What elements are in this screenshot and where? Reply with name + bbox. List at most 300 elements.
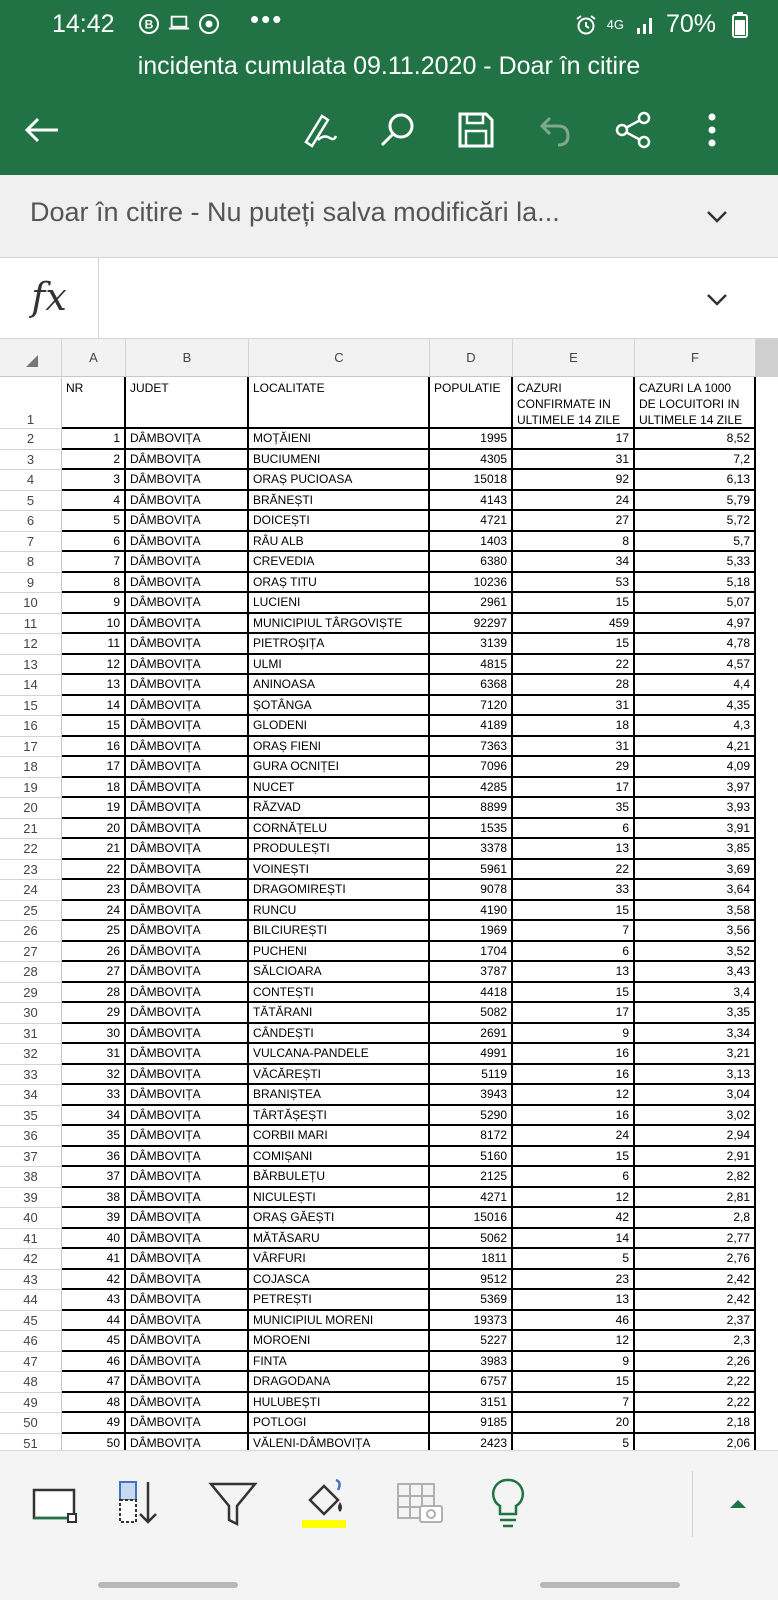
filter-icon[interactable] <box>205 1476 261 1532</box>
cell-judet[interactable]: DÂMBOVIȚA <box>126 696 249 717</box>
cell-judet[interactable]: DÂMBOVIȚA <box>126 880 249 901</box>
cell-nr[interactable]: 33 <box>62 1085 126 1106</box>
cell-localitate[interactable]: GURA OCNIȚEI <box>249 757 430 778</box>
cell-cazuri-1000[interactable]: 2,94 <box>635 1126 756 1147</box>
cell-cazuri-1000[interactable]: 4,21 <box>635 737 756 758</box>
cell-nr[interactable]: 13 <box>62 675 126 696</box>
cell-judet[interactable]: DÂMBOVIȚA <box>126 470 249 491</box>
cell-populatie[interactable]: 10236 <box>430 573 513 594</box>
cell-cazuri-1000[interactable]: 3,58 <box>635 901 756 922</box>
cell-populatie[interactable]: 1811 <box>430 1249 513 1270</box>
row-header[interactable]: 39 <box>0 1188 62 1209</box>
cell-judet[interactable]: DÂMBOVIȚA <box>126 778 249 799</box>
cell-localitate[interactable]: VĂLENI-DÂMBOVIȚA <box>249 1434 430 1455</box>
row-header[interactable]: 12 <box>0 634 62 655</box>
cell-cazuri-1000[interactable]: 2,77 <box>635 1229 756 1250</box>
cell-judet[interactable]: DÂMBOVIȚA <box>126 593 249 614</box>
cell-cazuri-1000[interactable]: 3,13 <box>635 1065 756 1086</box>
cell-cazuri-1000[interactable]: 5,18 <box>635 573 756 594</box>
cell-cazuri[interactable]: 29 <box>513 757 635 778</box>
cell-cazuri[interactable]: 92 <box>513 470 635 491</box>
cell-judet[interactable]: DÂMBOVIȚA <box>126 901 249 922</box>
cell-localitate[interactable]: COMIȘANI <box>249 1147 430 1168</box>
row-header[interactable]: 6 <box>0 511 62 532</box>
cell-cazuri-1000[interactable]: 5,7 <box>635 532 756 553</box>
cell-populatie[interactable]: 4143 <box>430 491 513 512</box>
fill-color-icon[interactable] <box>298 1476 354 1532</box>
back-arrow-icon[interactable] <box>22 110 62 150</box>
cell-judet[interactable]: DÂMBOVIȚA <box>126 1188 249 1209</box>
cell-localitate[interactable]: ȘOTÂNGA <box>249 696 430 717</box>
cell-cazuri[interactable]: 16 <box>513 1106 635 1127</box>
cell-cazuri-1000[interactable]: 3,02 <box>635 1106 756 1127</box>
cell-cazuri[interactable]: 7 <box>513 1393 635 1414</box>
cell-localitate[interactable]: GLODENI <box>249 716 430 737</box>
row-header[interactable]: 10 <box>0 593 62 614</box>
cell-cazuri[interactable]: 13 <box>513 839 635 860</box>
formula-bar[interactable] <box>0 257 778 339</box>
cell-cazuri[interactable]: 23 <box>513 1270 635 1291</box>
cell-populatie[interactable]: 1403 <box>430 532 513 553</box>
cell-cazuri[interactable]: 16 <box>513 1065 635 1086</box>
row-header[interactable]: 18 <box>0 757 62 778</box>
cell-nr[interactable]: 45 <box>62 1331 126 1352</box>
cell-cazuri[interactable]: 8 <box>513 532 635 553</box>
cell-judet[interactable]: DÂMBOVIȚA <box>126 798 249 819</box>
row-header[interactable]: 4 <box>0 470 62 491</box>
row-header[interactable]: 43 <box>0 1270 62 1291</box>
header-cell-cazuri-1000[interactable]: CAZURI LA 1000 DE LOCUITORI IN ULTIMELE 14 ZILE <box>635 377 756 429</box>
cell-judet[interactable]: DÂMBOVIȚA <box>126 1393 249 1414</box>
cell-cazuri-1000[interactable]: 2,37 <box>635 1311 756 1332</box>
row-header[interactable]: 41 <box>0 1229 62 1250</box>
cell-judet[interactable]: DÂMBOVIȚA <box>126 1270 249 1291</box>
cell-populatie[interactable]: 5290 <box>430 1106 513 1127</box>
cell-cazuri-1000[interactable]: 2,91 <box>635 1147 756 1168</box>
cell-cazuri-1000[interactable]: 2,26 <box>635 1352 756 1373</box>
cell-populatie[interactable]: 1995 <box>430 429 513 450</box>
cell-cazuri-1000[interactable]: 3,91 <box>635 819 756 840</box>
cell-cazuri-1000[interactable]: 2,06 <box>635 1434 756 1455</box>
cell-judet[interactable]: DÂMBOVIȚA <box>126 614 249 635</box>
cell-cazuri[interactable]: 53 <box>513 573 635 594</box>
cell-cazuri[interactable]: 33 <box>513 880 635 901</box>
cell-nr[interactable]: 46 <box>62 1352 126 1373</box>
row-header[interactable]: 5 <box>0 491 62 512</box>
cell-localitate[interactable]: RUNCU <box>249 901 430 922</box>
cell-cazuri-1000[interactable]: 2,76 <box>635 1249 756 1270</box>
cell-cazuri-1000[interactable]: 7,2 <box>635 450 756 471</box>
cell-cazuri[interactable]: 28 <box>513 675 635 696</box>
cell-cazuri-1000[interactable]: 3,69 <box>635 860 756 881</box>
cell-localitate[interactable]: MUNICIPIUL MORENI <box>249 1311 430 1332</box>
cell-localitate[interactable]: MOROENI <box>249 1331 430 1352</box>
cell-cazuri-1000[interactable]: 4,97 <box>635 614 756 635</box>
cell-nr[interactable]: 1 <box>62 429 126 450</box>
cell-nr[interactable]: 47 <box>62 1372 126 1393</box>
cell-cazuri[interactable]: 31 <box>513 737 635 758</box>
format-table-icon[interactable] <box>392 1476 448 1532</box>
cell-localitate[interactable]: ORAȘ PUCIOASA <box>249 470 430 491</box>
cell-nr[interactable]: 6 <box>62 532 126 553</box>
cell-cazuri[interactable]: 12 <box>513 1188 635 1209</box>
cell-populatie[interactable]: 6380 <box>430 552 513 573</box>
cell-localitate[interactable]: DRAGODANA <box>249 1372 430 1393</box>
cell-cazuri-1000[interactable]: 2,42 <box>635 1270 756 1291</box>
cell-judet[interactable]: DÂMBOVIȚA <box>126 532 249 553</box>
cell-localitate[interactable]: BILCIUREȘTI <box>249 921 430 942</box>
cell-populatie[interactable]: 4189 <box>430 716 513 737</box>
column-header-a[interactable]: A <box>62 339 126 377</box>
cell-localitate[interactable]: POTLOGI <box>249 1413 430 1434</box>
cell-cazuri-1000[interactable]: 5,33 <box>635 552 756 573</box>
cell-populatie[interactable]: 3151 <box>430 1393 513 1414</box>
chevron-down-icon[interactable] <box>704 203 730 229</box>
pen-icon[interactable] <box>298 110 338 150</box>
cell-populatie[interactable]: 15016 <box>430 1208 513 1229</box>
cell-populatie[interactable]: 5160 <box>430 1147 513 1168</box>
cell-populatie[interactable]: 3983 <box>430 1352 513 1373</box>
cell-cazuri[interactable]: 459 <box>513 614 635 635</box>
cell-populatie[interactable]: 9185 <box>430 1413 513 1434</box>
cell-localitate[interactable]: CREVEDIA <box>249 552 430 573</box>
cell-judet[interactable]: DÂMBOVIȚA <box>126 921 249 942</box>
row-header[interactable]: 11 <box>0 614 62 635</box>
cell-localitate[interactable]: MĂTĂSARU <box>249 1229 430 1250</box>
cell-judet[interactable]: DÂMBOVIȚA <box>126 1065 249 1086</box>
cell-cazuri-1000[interactable]: 3,93 <box>635 798 756 819</box>
sort-icon[interactable] <box>112 1476 168 1532</box>
cell-judet[interactable]: DÂMBOVIȚA <box>126 1024 249 1045</box>
cell-cazuri-1000[interactable]: 3,52 <box>635 942 756 963</box>
cell-cazuri-1000[interactable]: 3,34 <box>635 1024 756 1045</box>
cell-cazuri[interactable]: 20 <box>513 1413 635 1434</box>
cell-localitate[interactable]: PRODULEȘTI <box>249 839 430 860</box>
cell-cazuri[interactable]: 12 <box>513 1085 635 1106</box>
cell-localitate[interactable]: VĂCĂREȘTI <box>249 1065 430 1086</box>
row-header[interactable]: 51 <box>0 1434 62 1455</box>
cell-populatie[interactable]: 5062 <box>430 1229 513 1250</box>
cell-nr[interactable]: 11 <box>62 634 126 655</box>
cell-judet[interactable]: DÂMBOVIȚA <box>126 1044 249 1065</box>
cell-cazuri[interactable]: 42 <box>513 1208 635 1229</box>
cell-cazuri-1000[interactable]: 2,22 <box>635 1393 756 1414</box>
cell-cazuri-1000[interactable]: 3,21 <box>635 1044 756 1065</box>
cell-localitate[interactable]: ORAȘ GĂEȘTI <box>249 1208 430 1229</box>
row-header[interactable]: 3 <box>0 450 62 471</box>
cell-cazuri-1000[interactable]: 4,3 <box>635 716 756 737</box>
cell-localitate[interactable]: ORAȘ FIENI <box>249 737 430 758</box>
cell-populatie[interactable]: 2125 <box>430 1167 513 1188</box>
cell-cazuri[interactable]: 27 <box>513 511 635 532</box>
cell-judet[interactable]: DÂMBOVIȚA <box>126 1167 249 1188</box>
cell-nr[interactable]: 34 <box>62 1106 126 1127</box>
cell-cazuri[interactable]: 24 <box>513 491 635 512</box>
cell-populatie[interactable]: 8172 <box>430 1126 513 1147</box>
cell-cazuri[interactable]: 16 <box>513 1044 635 1065</box>
cell-localitate[interactable]: BUCIUMENI <box>249 450 430 471</box>
cell-judet[interactable]: DÂMBOVIȚA <box>126 1085 249 1106</box>
cell-cazuri[interactable]: 34 <box>513 552 635 573</box>
cell-cazuri[interactable]: 46 <box>513 1311 635 1332</box>
row-header[interactable]: 27 <box>0 942 62 963</box>
cell-cazuri-1000[interactable]: 3,43 <box>635 962 756 983</box>
cell-localitate[interactable]: CONTEȘTI <box>249 983 430 1004</box>
cell-cazuri[interactable]: 6 <box>513 819 635 840</box>
cell-localitate[interactable]: NUCET <box>249 778 430 799</box>
cell-judet[interactable]: DÂMBOVIȚA <box>126 819 249 840</box>
save-icon[interactable] <box>456 110 496 150</box>
cell-populatie[interactable]: 9512 <box>430 1270 513 1291</box>
cell-nr[interactable]: 39 <box>62 1208 126 1229</box>
column-header-f[interactable]: F <box>635 339 756 377</box>
cell-cazuri-1000[interactable]: 5,79 <box>635 491 756 512</box>
cell-cazuri-1000[interactable]: 3,4 <box>635 983 756 1004</box>
column-header-c[interactable]: C <box>249 339 430 377</box>
cell-populatie[interactable]: 5082 <box>430 1003 513 1024</box>
cell-judet[interactable]: DÂMBOVIȚA <box>126 942 249 963</box>
cell-localitate[interactable]: BĂRBULEȚU <box>249 1167 430 1188</box>
column-header-d[interactable]: D <box>430 339 513 377</box>
cell-populatie[interactable]: 19373 <box>430 1311 513 1332</box>
cell-populatie[interactable]: 1535 <box>430 819 513 840</box>
cell-localitate[interactable]: ULMI <box>249 655 430 676</box>
row-header[interactable]: 33 <box>0 1065 62 1086</box>
cell-localitate[interactable]: PETREȘTI <box>249 1290 430 1311</box>
cell-nr[interactable]: 32 <box>62 1065 126 1086</box>
cell-cazuri-1000[interactable]: 2,82 <box>635 1167 756 1188</box>
cell-judet[interactable]: DÂMBOVIȚA <box>126 839 249 860</box>
cell-localitate[interactable]: COJASCA <box>249 1270 430 1291</box>
cell-populatie[interactable]: 7120 <box>430 696 513 717</box>
cell-localitate[interactable]: FINTA <box>249 1352 430 1373</box>
cell-cazuri[interactable]: 22 <box>513 655 635 676</box>
cell-judet[interactable]: DÂMBOVIȚA <box>126 860 249 881</box>
cell-judet[interactable]: DÂMBOVIȚA <box>126 1106 249 1127</box>
cell-localitate[interactable]: CORNĂȚELU <box>249 819 430 840</box>
cell-judet[interactable]: DÂMBOVIȚA <box>126 1290 249 1311</box>
cell-nr[interactable]: 21 <box>62 839 126 860</box>
row-header[interactable]: 29 <box>0 983 62 1004</box>
cell-judet[interactable]: DÂMBOVIȚA <box>126 1413 249 1434</box>
cell-cazuri-1000[interactable]: 6,13 <box>635 470 756 491</box>
cell-cazuri[interactable]: 18 <box>513 716 635 737</box>
cell-localitate[interactable]: VOINEȘTI <box>249 860 430 881</box>
row-header[interactable]: 7 <box>0 532 62 553</box>
row-header[interactable]: 23 <box>0 860 62 881</box>
row-header[interactable]: 24 <box>0 880 62 901</box>
cell-populatie[interactable]: 7096 <box>430 757 513 778</box>
cell-cazuri-1000[interactable]: 5,72 <box>635 511 756 532</box>
cell-cazuri[interactable]: 13 <box>513 962 635 983</box>
cell-cazuri[interactable]: 12 <box>513 1331 635 1352</box>
cell-populatie[interactable]: 2961 <box>430 593 513 614</box>
row-header[interactable]: 46 <box>0 1331 62 1352</box>
cell-nr[interactable]: 7 <box>62 552 126 573</box>
cell-judet[interactable]: DÂMBOVIȚA <box>126 450 249 471</box>
cell-cazuri[interactable]: 5 <box>513 1249 635 1270</box>
row-header[interactable]: 34 <box>0 1085 62 1106</box>
cell-localitate[interactable]: VÂRFURI <box>249 1249 430 1270</box>
cell-populatie[interactable]: 4305 <box>430 450 513 471</box>
row-header[interactable]: 38 <box>0 1167 62 1188</box>
cell-nr[interactable]: 28 <box>62 983 126 1004</box>
cell-cazuri[interactable]: 15 <box>513 1147 635 1168</box>
cell-populatie[interactable]: 5119 <box>430 1065 513 1086</box>
cell-cazuri-1000[interactable]: 2,3 <box>635 1331 756 1352</box>
expand-up-icon[interactable] <box>710 1476 766 1532</box>
cell-localitate[interactable]: SĂLCIOARA <box>249 962 430 983</box>
cell-localitate[interactable]: DRAGOMIREȘTI <box>249 880 430 901</box>
cell-populatie[interactable]: 2691 <box>430 1024 513 1045</box>
cell-nr[interactable]: 35 <box>62 1126 126 1147</box>
row-header[interactable]: 32 <box>0 1044 62 1065</box>
cell-cazuri-1000[interactable]: 2,22 <box>635 1372 756 1393</box>
cell-cazuri-1000[interactable]: 4,78 <box>635 634 756 655</box>
cell-nr[interactable]: 49 <box>62 1413 126 1434</box>
cell-localitate[interactable]: PUCHENI <box>249 942 430 963</box>
row-header[interactable]: 17 <box>0 737 62 758</box>
row-header[interactable]: 37 <box>0 1147 62 1168</box>
cell-cazuri[interactable]: 9 <box>513 1024 635 1045</box>
cell-localitate[interactable]: LUCIENI <box>249 593 430 614</box>
row-header[interactable]: 13 <box>0 655 62 676</box>
cell-judet[interactable]: DÂMBOVIȚA <box>126 1126 249 1147</box>
row-header[interactable]: 47 <box>0 1352 62 1373</box>
cell-nr[interactable]: 9 <box>62 593 126 614</box>
cell-judet[interactable]: DÂMBOVIȚA <box>126 1311 249 1332</box>
cell-judet[interactable]: DÂMBOVIȚA <box>126 573 249 594</box>
cell-cazuri[interactable]: 15 <box>513 634 635 655</box>
cell-localitate[interactable]: RĂZVAD <box>249 798 430 819</box>
row-header[interactable]: 28 <box>0 962 62 983</box>
cell-nr[interactable]: 38 <box>62 1188 126 1209</box>
cell-nr[interactable]: 24 <box>62 901 126 922</box>
cell-populatie[interactable]: 4271 <box>430 1188 513 1209</box>
cell-populatie[interactable]: 4190 <box>430 901 513 922</box>
cell-judet[interactable]: DÂMBOVIȚA <box>126 962 249 983</box>
row-header[interactable]: 8 <box>0 552 62 573</box>
row-header[interactable]: 2 <box>0 429 62 450</box>
cell-cazuri[interactable]: 15 <box>513 983 635 1004</box>
cell-nr[interactable]: 30 <box>62 1024 126 1045</box>
cell-populatie[interactable]: 4721 <box>430 511 513 532</box>
cell-populatie[interactable]: 1969 <box>430 921 513 942</box>
cell-cazuri[interactable]: 17 <box>513 429 635 450</box>
cell-localitate[interactable]: NICULEȘTI <box>249 1188 430 1209</box>
cell-judet[interactable]: DÂMBOVIȚA <box>126 511 249 532</box>
cell-nr[interactable]: 41 <box>62 1249 126 1270</box>
select-all-corner[interactable] <box>0 339 62 377</box>
cell-judet[interactable]: DÂMBOVIȚA <box>126 757 249 778</box>
cell-judet[interactable]: DÂMBOVIȚA <box>126 491 249 512</box>
cell-populatie[interactable]: 15018 <box>430 470 513 491</box>
cell-populatie[interactable]: 9078 <box>430 880 513 901</box>
cell-populatie[interactable]: 6368 <box>430 675 513 696</box>
cell-nr[interactable]: 48 <box>62 1393 126 1414</box>
cell-cazuri-1000[interactable]: 3,85 <box>635 839 756 860</box>
row-header[interactable]: 35 <box>0 1106 62 1127</box>
row-header[interactable]: 26 <box>0 921 62 942</box>
cell-populatie[interactable]: 5961 <box>430 860 513 881</box>
cell-judet[interactable]: DÂMBOVIȚA <box>126 1147 249 1168</box>
cell-localitate[interactable]: ORAȘ TITU <box>249 573 430 594</box>
undo-icon[interactable] <box>536 110 576 150</box>
cell-localitate[interactable]: CORBII MARI <box>249 1126 430 1147</box>
cell-cazuri-1000[interactable]: 5,07 <box>635 593 756 614</box>
cell-populatie[interactable]: 8899 <box>430 798 513 819</box>
cell-nr[interactable]: 5 <box>62 511 126 532</box>
cell-cazuri[interactable]: 7 <box>513 921 635 942</box>
cell-localitate[interactable]: RÂU ALB <box>249 532 430 553</box>
cell-populatie[interactable]: 6757 <box>430 1372 513 1393</box>
cell-localitate[interactable]: BRĂNEȘTI <box>249 491 430 512</box>
column-header-e[interactable]: E <box>513 339 635 377</box>
scrollbar-thumb[interactable] <box>756 339 778 377</box>
cell-populatie[interactable]: 5227 <box>430 1331 513 1352</box>
row-header[interactable]: 48 <box>0 1372 62 1393</box>
cell-populatie[interactable]: 92297 <box>430 614 513 635</box>
cell-nr[interactable]: 29 <box>62 1003 126 1024</box>
cell-nr[interactable]: 16 <box>62 737 126 758</box>
cell-judet[interactable]: DÂMBOVIȚA <box>126 655 249 676</box>
cell-localitate[interactable]: PIETROȘIȚA <box>249 634 430 655</box>
cell-judet[interactable]: DÂMBOVIȚA <box>126 1249 249 1270</box>
cell-nr[interactable]: 23 <box>62 880 126 901</box>
cell-nr[interactable]: 17 <box>62 757 126 778</box>
cell-populatie[interactable]: 4285 <box>430 778 513 799</box>
cell-nr[interactable]: 40 <box>62 1229 126 1250</box>
cell-nr[interactable]: 15 <box>62 716 126 737</box>
cell-cazuri[interactable]: 31 <box>513 450 635 471</box>
header-cell-judet[interactable]: JUDET <box>126 377 249 429</box>
formula-expand-icon[interactable] <box>704 286 730 312</box>
row-header[interactable]: 19 <box>0 778 62 799</box>
row-header[interactable]: 42 <box>0 1249 62 1270</box>
cell-nr[interactable]: 3 <box>62 470 126 491</box>
cell-judet[interactable]: DÂMBOVIȚA <box>126 1372 249 1393</box>
header-cell-localitate[interactable]: LOCALITATE <box>249 377 430 429</box>
cell-localitate[interactable]: HULUBEȘTI <box>249 1393 430 1414</box>
select-cell-icon[interactable] <box>28 1476 84 1532</box>
cell-cazuri[interactable]: 31 <box>513 696 635 717</box>
cell-populatie[interactable]: 3943 <box>430 1085 513 1106</box>
cell-localitate[interactable]: MUNICIPIUL TÂRGOVIȘTE <box>249 614 430 635</box>
row-header[interactable]: 15 <box>0 696 62 717</box>
cell-cazuri-1000[interactable]: 4,57 <box>635 655 756 676</box>
cell-populatie[interactable]: 3139 <box>430 634 513 655</box>
share-icon[interactable] <box>614 110 654 150</box>
cell-populatie[interactable]: 3787 <box>430 962 513 983</box>
cell-judet[interactable]: DÂMBOVIȚA <box>126 1003 249 1024</box>
header-cell-nr[interactable]: NR <box>62 377 126 429</box>
cell-cazuri[interactable]: 15 <box>513 1372 635 1393</box>
cell-populatie[interactable]: 2423 <box>430 1434 513 1455</box>
cell-cazuri[interactable]: 6 <box>513 942 635 963</box>
row-header[interactable]: 31 <box>0 1024 62 1045</box>
cell-judet[interactable]: DÂMBOVIȚA <box>126 552 249 573</box>
cell-cazuri[interactable]: 15 <box>513 901 635 922</box>
cell-nr[interactable]: 44 <box>62 1311 126 1332</box>
cell-nr[interactable]: 4 <box>62 491 126 512</box>
row-header[interactable]: 20 <box>0 798 62 819</box>
cell-cazuri-1000[interactable]: 3,56 <box>635 921 756 942</box>
cell-cazuri[interactable]: 14 <box>513 1229 635 1250</box>
cell-judet[interactable]: DÂMBOVIȚA <box>126 737 249 758</box>
cell-populatie[interactable]: 3378 <box>430 839 513 860</box>
row-header[interactable]: 45 <box>0 1311 62 1332</box>
row-header[interactable]: 49 <box>0 1393 62 1414</box>
